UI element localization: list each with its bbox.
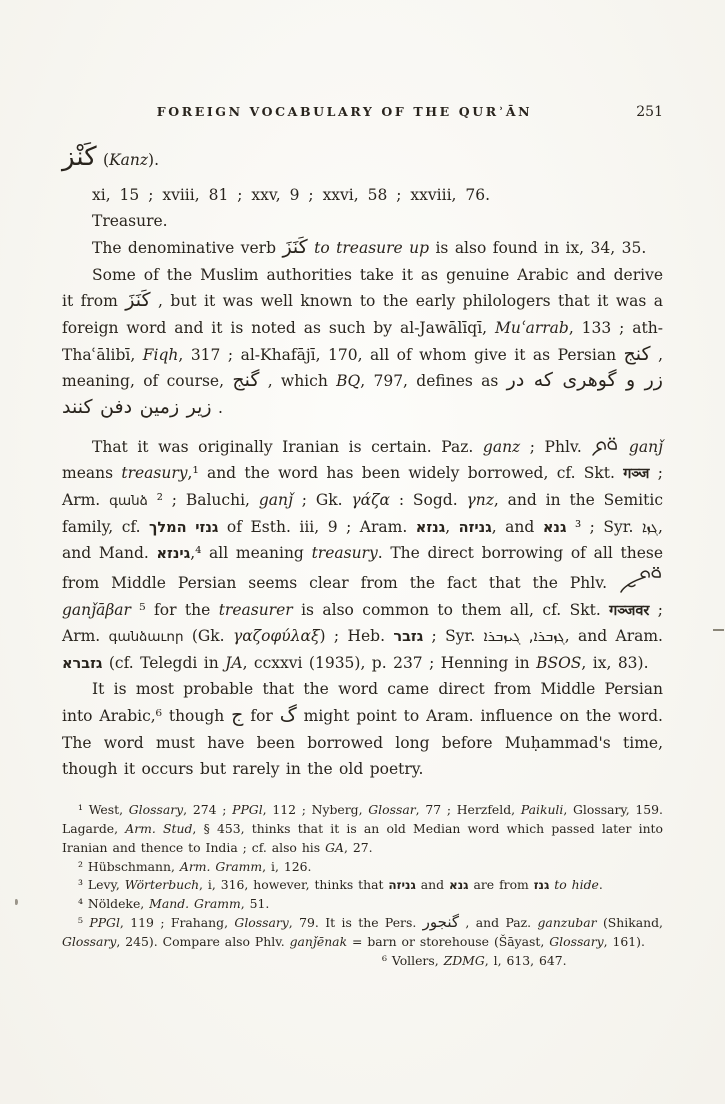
text-run: ganǰ	[628, 437, 664, 456]
running-title: FOREIGN VOCABULARY OF THE QURʾĀN	[156, 104, 533, 119]
text-run: , but it was well known to the early philologers that it was a foreign word and it is noted as such by al-Jawālīqī,	[62, 292, 664, 337]
text-run: ج	[231, 704, 244, 727]
text-run: are from	[468, 877, 534, 893]
text-run: , 274 ;	[183, 802, 233, 818]
text-run: Wörterbuch	[124, 877, 200, 893]
text-run: JA	[225, 653, 243, 672]
text-run: , l, 613, 647.	[484, 952, 567, 968]
text-run: of Esth. iii, 9 ; Aram.	[218, 517, 416, 536]
text-run: ; Gk.	[292, 490, 352, 509]
text-run: ܓܙܐ	[641, 517, 659, 536]
text-run: treasurer	[218, 600, 293, 619]
text-run: Glossary	[128, 802, 184, 818]
scan-artifact-left-margin	[15, 899, 18, 905]
text-run: , which	[259, 372, 337, 391]
text-run: , and	[491, 517, 543, 536]
text-run: It is most probable that the word came direct from Middle Persian into Arabic,⁶ though	[62, 680, 663, 726]
text-run: ¹ West,	[78, 802, 129, 818]
text-run: , 119 ; Frahang,	[119, 915, 235, 931]
text-run: ZDMG	[443, 952, 485, 968]
text-run: γάζα	[351, 490, 390, 509]
text-run: ganz	[482, 437, 521, 456]
pahlavi-ganj-glyph	[591, 438, 619, 456]
text-run: , 27.	[343, 839, 373, 855]
text-run: , meaning, of course,	[62, 345, 664, 391]
text-run: ⁴ Nöldeke,	[78, 896, 150, 912]
text-run: treasury	[311, 544, 378, 563]
text-run: , and Aram.	[564, 627, 663, 646]
text-run: γnz	[466, 490, 494, 509]
text-run: Some of the Muslim authorities take it as genuine Arabic and derive it from	[62, 265, 663, 311]
scan-artifact-right-edge	[713, 629, 724, 631]
text-run: ganǰ	[258, 490, 293, 509]
text-run: GA	[325, 839, 344, 855]
text-run: treasury	[121, 464, 188, 483]
text-run: Fiqh	[142, 345, 179, 364]
text-run: Paikuli	[520, 802, 564, 818]
text-run: , 51.	[240, 896, 270, 912]
text-run: . The direct borrowing of all these from Middle Persian seems clear from the fact that the Phlv.	[62, 544, 663, 592]
text-run: गञ्ज	[623, 466, 650, 483]
text-run: ܓܙܒܪܐ, ܓܝܙܒܪܐ	[483, 627, 565, 646]
text-run: to hide	[554, 877, 599, 893]
text-run: , 79. It is the Pers.	[288, 915, 423, 931]
text-run: كَنَزَ	[282, 235, 308, 258]
text-run: Glossary	[549, 934, 604, 949]
text-run: گنجور	[422, 913, 460, 932]
paragraph-conclusion	[62, 676, 663, 783]
text-run: to treasure up	[314, 238, 430, 257]
text-run: , and Paz.	[459, 915, 538, 931]
text-run: ,⁴ all meaning	[190, 544, 312, 563]
text-run: BSOS	[536, 653, 582, 672]
text-run: ⁵	[78, 915, 90, 931]
text-run: ganzubar	[537, 915, 597, 931]
text-run: գանձ	[109, 492, 148, 509]
text-run	[619, 438, 629, 456]
text-run: גינזא	[156, 546, 191, 563]
text-run: BQ	[336, 372, 361, 391]
text-run: ).	[148, 151, 160, 169]
text-run: : Sogd.	[390, 490, 467, 509]
text-run: γαζοφύλαξ	[232, 627, 320, 646]
text-run: is also found in ix, 34, 35.	[429, 238, 647, 257]
text-run: (Gk.	[183, 627, 233, 646]
text-run: ³ Levy,	[78, 877, 125, 893]
text-run: might point to Aram. influence on the word. The word must have been borrowed long before Muḥammad's time, though it occurs but rarely in the old poetry.	[62, 707, 663, 779]
text-run: PPGl	[89, 915, 120, 931]
footnote-1	[62, 801, 663, 858]
text-run: = barn or storehouse (Šāyast,	[347, 934, 550, 949]
text-run: גנזי המלך	[149, 519, 219, 536]
text-run: גנז	[533, 878, 550, 893]
page-body	[62, 144, 663, 783]
text-run: גזבר	[393, 629, 424, 646]
text-run: ) ; Heb.	[319, 627, 394, 646]
footnote-3	[62, 876, 663, 895]
text-run: , ix, 83).	[581, 653, 649, 672]
text-run: գանձաւոր	[108, 629, 184, 646]
text-run: גנא	[542, 519, 567, 536]
text-run: , i, 126.	[262, 858, 312, 874]
text-run: زر و گوهری که در زیر زمین دفن کنند	[62, 369, 663, 418]
text-run: گنج	[232, 369, 260, 392]
text-run: , Glossary, 159. Lagarde,	[62, 802, 663, 836]
text-run: , ccxxvi (1935), p. 237 ; Henning in	[242, 653, 537, 672]
text-run: .	[211, 398, 223, 417]
text-run: كَنْز	[62, 142, 97, 172]
quran-references	[62, 182, 663, 209]
text-run: ⁵ for the	[130, 600, 219, 619]
text-run: ,¹ and the word has been widely borrowed, cf. Skt.	[187, 464, 624, 483]
text-run: PPGl	[232, 802, 263, 818]
text-run: (cf. Telegdi in	[102, 653, 226, 672]
text-run: ganǰēnak	[289, 934, 348, 949]
text-run: גניזה	[458, 519, 492, 536]
text-run: गञ्जवर	[609, 602, 650, 619]
text-run: גזברא	[62, 655, 103, 672]
text-run: , and in the Semitic family, cf.	[62, 490, 663, 536]
text-run: , 317 ; al-Khafājī, 170, all of whom give it as Persian	[178, 345, 624, 364]
text-run: and	[415, 877, 449, 893]
text-run: , 77 ; Herzfeld,	[415, 802, 521, 818]
headword-line	[62, 144, 663, 174]
text-run: Treasure.	[92, 212, 168, 231]
text-run: Arm. Gramm	[179, 858, 263, 874]
paragraph-authorities	[62, 262, 663, 422]
text-run: , 797, defines as	[360, 372, 507, 391]
paragraph-denominative	[62, 235, 663, 262]
pahlavi-ganjabar-glyph	[619, 574, 663, 592]
text-run: ³ ; Syr.	[566, 517, 642, 536]
text-run: ; Arm.	[62, 600, 663, 646]
text-run: ² Hübschmann,	[78, 858, 180, 874]
text-run: ; Phlv.	[520, 437, 592, 456]
footnote-5	[62, 914, 663, 952]
footnote-2	[62, 858, 663, 877]
text-run: is also common to them all, cf. Skt.	[292, 600, 610, 619]
footnotes-block	[62, 801, 663, 971]
text-run: , 161).	[603, 934, 645, 949]
text-run: גנא	[449, 878, 469, 893]
text-run: .	[598, 877, 603, 893]
text-run: (	[96, 151, 110, 169]
text-run: means	[62, 464, 122, 483]
text-run: Muʿarrab	[495, 318, 569, 337]
text-run: The denominative verb	[92, 238, 283, 257]
page-header	[62, 104, 663, 122]
text-run: , 133 ; ath-Thaʿālibī,	[62, 318, 663, 364]
meaning-line	[62, 208, 663, 235]
text-run: Glossar	[368, 802, 416, 818]
text-run: ,	[445, 517, 459, 536]
text-run: ; Arm.	[62, 464, 663, 509]
footnote-4	[62, 895, 663, 914]
text-run: That it was originally Iranian is certain. Paz.	[92, 437, 483, 456]
text-run: , i, 316, however, thinks that	[199, 877, 389, 893]
text-run: كَنَزَ	[125, 289, 151, 312]
text-run: Mand. Gramm	[149, 896, 241, 912]
text-run: גנזא	[415, 519, 446, 536]
text-run: Glossary	[62, 934, 117, 949]
text-run: Arm. Stud	[125, 820, 193, 836]
text-run: Kanz	[109, 151, 149, 169]
page-number: 251	[636, 104, 663, 120]
text-run: ganǰāβar	[62, 600, 131, 619]
text-run: ; Syr.	[423, 627, 484, 646]
text-run: Glossary	[234, 915, 289, 931]
text-run: ² ; Baluchi,	[147, 490, 259, 509]
text-run: גניזה	[388, 878, 416, 893]
text-run: , 245). Compare also Phlv.	[116, 934, 290, 949]
text-run: , 112 ; Nyberg,	[262, 802, 369, 818]
text-run: كنج	[623, 342, 651, 365]
text-run: , and Mand.	[62, 517, 663, 563]
footnote-6	[382, 952, 663, 971]
text-run: for	[243, 707, 280, 726]
text-run: ⁶ Vollers,	[382, 952, 444, 968]
text-run: (Shikand,	[596, 915, 663, 931]
text-run: xi, 15 ; xviii, 81 ; xxv, 9 ; xxvi, 58 ; xxviii, 76.	[92, 185, 491, 204]
paragraph-iranian-origin	[62, 434, 663, 677]
text-run: گ	[279, 704, 297, 727]
text-run: , § 453, thinks that it is an old Median word which passed later into Iranian and thence to India ; cf. also his	[62, 820, 663, 855]
